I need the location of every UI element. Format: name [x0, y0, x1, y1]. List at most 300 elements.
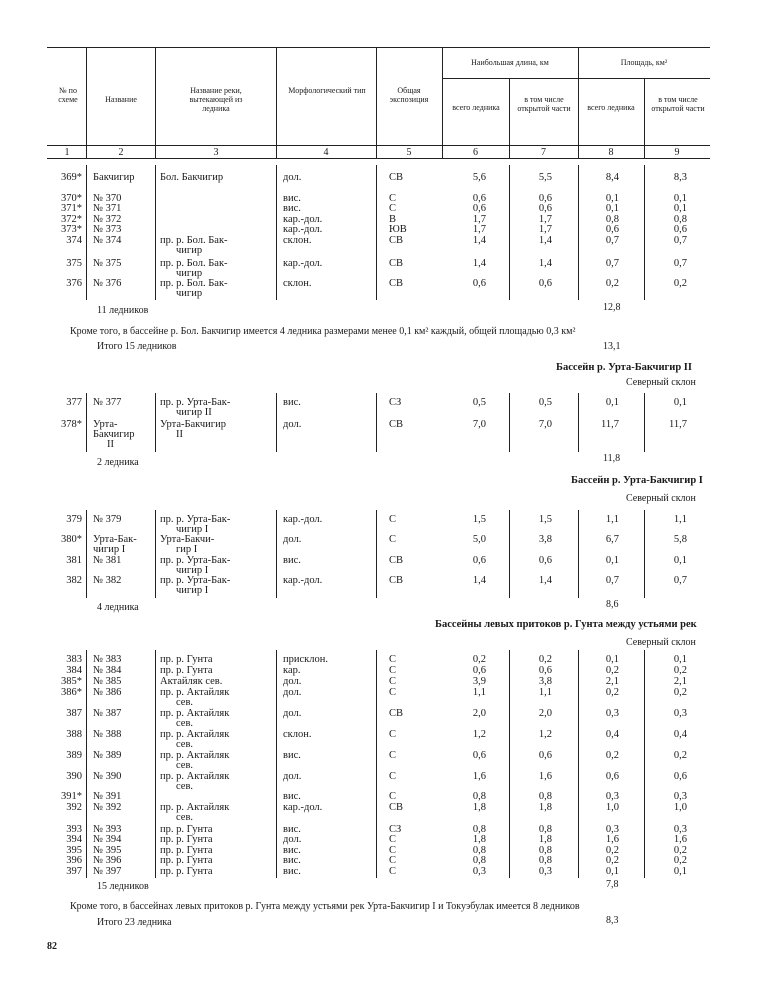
exposition: С — [389, 654, 397, 665]
glacier-name: № 392 — [93, 802, 122, 813]
glacier-name-cont: чигир I — [93, 544, 126, 555]
exposition: СВ — [389, 708, 404, 719]
area-open: 0,7 — [673, 235, 687, 246]
river-name: пр. р. Актайляк — [160, 687, 230, 698]
morph-type: дол. — [283, 419, 302, 430]
area-open: 1,1 — [673, 514, 687, 525]
glacier-name: № 375 — [93, 258, 122, 269]
section-note: Кроме того, в бассейнах левых притоков р. Гунта между устьями рек Урта-Бакчигир I и Токуэбулак имеется 8 ледников — [70, 901, 580, 912]
length-total: 0,6 — [472, 278, 486, 289]
river-name-cont: чигир — [176, 288, 203, 299]
area-total: 0,7 — [605, 575, 619, 586]
section-total-label: 11 ледников — [97, 305, 149, 316]
section-grand-label: Итого 15 ледников — [97, 341, 177, 352]
column-rule — [509, 510, 510, 598]
length-total: 0,6 — [472, 665, 486, 676]
length-total: 1,4 — [472, 235, 486, 246]
river-name: пр. р. Урта-Бак- — [160, 514, 231, 525]
morph-type: вис. — [283, 750, 301, 761]
glacier-name: № 395 — [93, 845, 122, 856]
column-number: 5 — [406, 147, 412, 158]
river-name-cont: чигир I — [176, 585, 209, 596]
length-total: 1,4 — [472, 258, 486, 269]
morph-type: кар.-дол. — [283, 514, 323, 525]
river-name-cont: чигир — [176, 268, 203, 279]
area-total: 0,4 — [605, 729, 619, 740]
column-rule — [155, 650, 156, 878]
area-open: 0,2 — [673, 665, 687, 676]
length-total: 1,6 — [472, 771, 486, 782]
row-number: 381 — [66, 555, 82, 566]
row-number: 375 — [66, 258, 82, 269]
area-open: 0,8 — [673, 214, 687, 225]
glacier-name: Урта- — [93, 419, 118, 430]
section-note: Кроме того, в бассейне р. Бол. Бакчигир имеется 4 ледника размерами менее 0,1 км² каждый, общей площадью 0,3 км² — [70, 326, 576, 337]
header-group-rule — [442, 78, 710, 79]
length-open: 1,4 — [538, 258, 552, 269]
area-open: 0,2 — [673, 845, 687, 856]
river-name-cont: чигир I — [176, 524, 209, 535]
exposition: СЗ — [389, 824, 402, 835]
morph-type: дол. — [283, 172, 302, 183]
length-total: 0,8 — [472, 845, 486, 856]
area-total: 0,2 — [605, 687, 619, 698]
area-total: 0,1 — [605, 866, 619, 877]
length-total: 2,0 — [472, 708, 486, 719]
river-name: Урта-Бакчи- — [160, 534, 215, 545]
area-total: 0,7 — [605, 235, 619, 246]
column-rule — [376, 393, 377, 452]
length-open: 0,8 — [538, 824, 552, 835]
row-number: 395 — [66, 845, 82, 856]
exposition: СВ — [389, 802, 404, 813]
column-number: 6 — [473, 147, 478, 158]
morph-type: дол. — [283, 676, 302, 687]
row-number: 371* — [61, 203, 82, 214]
glacier-name: № 379 — [93, 514, 122, 525]
row-number: 380* — [61, 534, 82, 545]
header-col-number: № по схеме — [58, 86, 78, 104]
exposition: СВ — [389, 555, 404, 566]
river-name: пр. р. Актайляк — [160, 802, 230, 813]
section-total-label: 15 ледников — [97, 881, 149, 892]
column-rule — [644, 510, 645, 598]
length-open: 7,0 — [538, 419, 552, 430]
exposition: СВ — [389, 278, 404, 289]
area-total: 0,7 — [605, 258, 619, 269]
length-total: 0,6 — [472, 555, 486, 566]
area-total: 0,1 — [605, 555, 619, 566]
column-rule — [276, 165, 277, 300]
column-rule — [86, 510, 87, 598]
river-name: пр. р. Урта-Бак- — [160, 397, 231, 408]
river-name-cont: сев. — [176, 697, 194, 708]
river-name-cont: сев. — [176, 760, 194, 771]
area-total: 11,7 — [601, 419, 619, 430]
length-open: 1,4 — [538, 575, 552, 586]
header-divider — [578, 47, 579, 158]
column-number: 1 — [64, 147, 70, 158]
river-name-cont: чигир II — [176, 407, 212, 418]
morph-type: кар.-дол. — [283, 224, 323, 235]
length-open: 2,0 — [538, 708, 552, 719]
morph-type: кар.-дол. — [283, 802, 323, 813]
morph-type: дол. — [283, 708, 302, 719]
area-total: 0,1 — [605, 654, 619, 665]
exposition: С — [389, 676, 397, 687]
glacier-name: № 394 — [93, 834, 122, 845]
length-open: 0,2 — [538, 654, 552, 665]
river-name-cont: сев. — [176, 739, 194, 750]
area-total: 0,1 — [605, 397, 619, 408]
area-total: 0,6 — [605, 771, 619, 782]
section-grand-value: 13,1 — [603, 341, 621, 352]
length-open: 0,6 — [538, 193, 552, 204]
row-number: 376 — [66, 278, 82, 289]
river-name: пр. р. Бол. Бак- — [160, 235, 228, 246]
length-open: 3,8 — [538, 534, 552, 545]
glacier-name: № 397 — [93, 866, 122, 877]
area-open: 0,7 — [673, 258, 687, 269]
exposition: СВ — [389, 575, 404, 586]
exposition: С — [389, 791, 397, 802]
length-total: 1,1 — [472, 687, 486, 698]
glacier-name: № 386 — [93, 687, 122, 698]
section-total-value: 7,8 — [606, 879, 619, 890]
morph-type: дол. — [283, 687, 302, 698]
exposition: С — [389, 203, 397, 214]
length-open: 0,8 — [538, 791, 552, 802]
exposition: С — [389, 771, 397, 782]
section-total-value: 11,8 — [603, 453, 621, 464]
exposition: СВ — [389, 258, 404, 269]
column-rule — [86, 650, 87, 878]
length-open: 1,8 — [538, 834, 552, 845]
section-title: Бассейны левых притоков р. Гунта между устьями рек — [435, 619, 697, 630]
column-rule — [644, 650, 645, 878]
length-open: 1,8 — [538, 802, 552, 813]
row-number: 390 — [66, 771, 82, 782]
river-name: пр. р. Бол. Бак- — [160, 258, 228, 269]
area-open: 8,3 — [673, 172, 687, 183]
header-col-exposition: Общая экспозиция — [389, 86, 429, 104]
column-rule — [578, 510, 579, 598]
section-slope: Северный склон — [626, 493, 696, 504]
river-name: пр. р. Актайляк — [160, 750, 230, 761]
row-number: 370* — [61, 193, 82, 204]
glacier-name: № 376 — [93, 278, 122, 289]
exposition: С — [389, 687, 397, 698]
glacier-name: № 396 — [93, 855, 122, 866]
glacier-name: № 372 — [93, 214, 122, 225]
morph-type: вис. — [283, 845, 301, 856]
glacier-name: Бакчигир — [93, 172, 135, 183]
row-number: 385* — [61, 676, 82, 687]
morph-type: вис. — [283, 193, 301, 204]
river-name: пр. р. Урта-Бак- — [160, 575, 231, 586]
length-total: 0,6 — [472, 193, 486, 204]
section-grand-label: Итого 23 ледника — [97, 917, 172, 928]
column-rule — [376, 165, 377, 300]
exposition: С — [389, 514, 397, 525]
header-group-area: Площадь, км² — [620, 58, 668, 67]
exposition: С — [389, 534, 397, 545]
length-total: 0,8 — [472, 824, 486, 835]
river-name-cont: сев. — [176, 812, 194, 823]
area-total: 0,2 — [605, 750, 619, 761]
morph-type: дол. — [283, 534, 302, 545]
section-total-value: 8,6 — [606, 599, 619, 610]
row-number: 397 — [66, 866, 82, 877]
morph-type: вис. — [283, 866, 301, 877]
area-open: 0,2 — [673, 278, 687, 289]
area-open: 0,2 — [673, 750, 687, 761]
area-total: 0,3 — [605, 824, 619, 835]
length-open: 1,6 — [538, 771, 552, 782]
section-total-label: 4 ледника — [97, 602, 139, 613]
length-total: 3,9 — [472, 676, 486, 687]
column-rule — [644, 165, 645, 300]
area-open: 0,2 — [673, 687, 687, 698]
length-open: 1,4 — [538, 235, 552, 246]
length-open: 0,8 — [538, 845, 552, 856]
glacier-name: № 370 — [93, 193, 122, 204]
header-col-area-open: в том числе открытой части — [651, 95, 705, 113]
river-name: пр. р. Гунта — [160, 845, 213, 856]
header-col-name: Название — [105, 95, 137, 104]
exposition: ЮВ — [389, 224, 407, 235]
column-number: 4 — [323, 147, 329, 158]
morph-type: вис. — [283, 555, 301, 566]
morph-type: склон. — [283, 729, 312, 740]
length-open: 1,7 — [538, 214, 552, 225]
column-number: 9 — [674, 147, 680, 158]
length-total: 7,0 — [472, 419, 486, 430]
row-number: 372* — [61, 214, 82, 225]
glacier-name: № 388 — [93, 729, 122, 740]
glacier-name: № 391 — [93, 791, 122, 802]
header-divider — [376, 47, 377, 158]
header-divider — [509, 78, 510, 158]
column-rule — [155, 165, 156, 300]
section-title: Бассейн р. Урта-Бакчигир I — [571, 475, 703, 486]
length-total: 0,5 — [472, 397, 486, 408]
river-name: пр. р. Гунта — [160, 665, 213, 676]
exposition: СВ — [389, 419, 404, 430]
morph-type: вис. — [283, 397, 301, 408]
length-total: 1,8 — [472, 802, 486, 813]
glacier-name: № 382 — [93, 575, 122, 586]
river-name: пр. р. Гунта — [160, 834, 213, 845]
row-number: 387 — [66, 708, 82, 719]
length-total: 1,7 — [472, 214, 486, 225]
section-slope: Северный склон — [626, 377, 696, 388]
header-divider — [442, 47, 443, 158]
glacier-name: № 393 — [93, 824, 122, 835]
area-open: 0,1 — [673, 203, 687, 214]
row-number: 389 — [66, 750, 82, 761]
row-number: 391* — [61, 791, 82, 802]
row-number: 379 — [66, 514, 82, 525]
column-rule — [376, 510, 377, 598]
exposition: С — [389, 729, 397, 740]
length-open: 1,2 — [538, 729, 552, 740]
header-col-river: Название реки, вытекающей из ледника — [189, 86, 243, 113]
column-rule — [644, 393, 645, 452]
exposition: СВ — [389, 172, 404, 183]
river-name: пр. р. Актайляк — [160, 708, 230, 719]
river-name: пр. р. Бол. Бак- — [160, 278, 228, 289]
area-open: 11,7 — [669, 419, 687, 430]
header-divider — [155, 47, 156, 158]
length-open: 0,3 — [538, 866, 552, 877]
column-rule — [376, 650, 377, 878]
area-open: 0,3 — [673, 824, 687, 835]
length-open: 1,5 — [538, 514, 552, 525]
river-name: пр. р. Урта-Бак- — [160, 555, 231, 566]
area-total: 0,3 — [605, 708, 619, 719]
glacier-name: № 390 — [93, 771, 122, 782]
section-total-label: 2 ледника — [97, 457, 139, 468]
exposition: С — [389, 834, 397, 845]
length-open: 0,6 — [538, 278, 552, 289]
glacier-name: № 371 — [93, 203, 122, 214]
length-open: 3,8 — [538, 676, 552, 687]
area-open: 0,6 — [673, 224, 687, 235]
column-rule — [276, 650, 277, 878]
length-total: 0,6 — [472, 203, 486, 214]
area-total: 0,8 — [605, 214, 619, 225]
length-total: 1,4 — [472, 575, 486, 586]
page-number: 82 — [47, 941, 57, 952]
glacier-name: № 387 — [93, 708, 122, 719]
area-open: 1,0 — [673, 802, 687, 813]
row-number: 393 — [66, 824, 82, 835]
area-open: 0,3 — [673, 708, 687, 719]
column-rule — [509, 165, 510, 300]
river-name-cont: гир I — [176, 544, 198, 555]
area-open: 0,2 — [673, 855, 687, 866]
area-open: 0,1 — [673, 654, 687, 665]
river-name-cont: чигир I — [176, 565, 209, 576]
area-open: 0,1 — [673, 555, 687, 566]
exposition: СЗ — [389, 397, 402, 408]
column-rule — [155, 393, 156, 452]
area-open: 5,8 — [673, 534, 687, 545]
morph-type: кар.-дол. — [283, 214, 323, 225]
morph-type: вис. — [283, 203, 301, 214]
row-number: 394 — [66, 834, 82, 845]
header-col-area-total: всего ледника — [587, 103, 635, 112]
area-total: 6,7 — [605, 534, 619, 545]
length-total: 0,2 — [472, 654, 486, 665]
column-numbers-rule — [47, 158, 710, 159]
header-group-length: Наибольшая длина, км — [471, 58, 549, 67]
river-name: пр. р. Гунта — [160, 866, 213, 877]
morph-type: вис. — [283, 791, 301, 802]
column-rule — [578, 650, 579, 878]
glacier-name: Урта-Бак- — [93, 534, 137, 545]
section-total-value: 12,8 — [603, 302, 621, 313]
column-rule — [578, 165, 579, 300]
river-name: пр. р. Актайляк — [160, 771, 230, 782]
area-total: 1,0 — [605, 802, 619, 813]
river-name: Урта-Бакчигир — [160, 419, 226, 430]
exposition: С — [389, 855, 397, 866]
morph-type: склон. — [283, 278, 312, 289]
glacier-name: № 373 — [93, 224, 122, 235]
length-total: 5,0 — [472, 534, 486, 545]
morph-type: кар.-дол. — [283, 575, 323, 586]
header-col-length-open: в том числе открытой части — [517, 95, 571, 113]
exposition: С — [389, 193, 397, 204]
morph-type: склон. — [283, 235, 312, 246]
area-total: 0,2 — [605, 665, 619, 676]
glacier-name: № 377 — [93, 397, 122, 408]
morph-type: кар. — [283, 665, 301, 676]
area-open: 0,1 — [673, 193, 687, 204]
column-rule — [509, 393, 510, 452]
river-name: пр. р. Гунта — [160, 824, 213, 835]
column-rule — [276, 510, 277, 598]
length-total: 0,6 — [472, 750, 486, 761]
length-total: 1,7 — [472, 224, 486, 235]
morph-type: присклон. — [283, 654, 328, 665]
length-total: 1,2 — [472, 729, 486, 740]
row-number: 369* — [61, 172, 82, 183]
glacier-name-cont: II — [107, 439, 114, 450]
exposition: СВ — [389, 235, 404, 246]
area-open: 0,1 — [673, 397, 687, 408]
glacier-name: № 389 — [93, 750, 122, 761]
row-number: 377 — [66, 397, 82, 408]
area-total: 0,2 — [605, 855, 619, 866]
row-number: 396 — [66, 855, 82, 866]
header-divider — [644, 78, 645, 158]
exposition: С — [389, 750, 397, 761]
morph-type: дол. — [283, 834, 302, 845]
header-col-type: Морфологический тип — [288, 86, 366, 95]
length-open: 0,6 — [538, 555, 552, 566]
area-open: 1,6 — [673, 834, 687, 845]
section-grand-value: 8,3 — [606, 915, 619, 926]
area-open: 0,3 — [673, 791, 687, 802]
column-rule — [509, 650, 510, 878]
river-name: пр. р. Гунта — [160, 855, 213, 866]
header-divider — [276, 47, 277, 158]
header-bottom-rule — [47, 145, 710, 146]
glacier-name: № 374 — [93, 235, 122, 246]
column-number: 7 — [541, 147, 546, 158]
column-number: 3 — [213, 147, 219, 158]
exposition: В — [389, 214, 397, 225]
area-total: 1,6 — [605, 834, 619, 845]
column-rule — [86, 165, 87, 300]
column-rule — [86, 393, 87, 452]
row-number: 382 — [66, 575, 82, 586]
river-name-cont: чигир — [176, 245, 203, 256]
column-number: 8 — [608, 147, 614, 158]
morph-type: вис. — [283, 855, 301, 866]
row-number: 383 — [66, 654, 82, 665]
river-name: Актайляк сев. — [160, 676, 223, 687]
area-total: 0,1 — [605, 193, 619, 204]
glacier-name: № 385 — [93, 676, 122, 687]
area-total: 0,3 — [605, 791, 619, 802]
glacier-name: № 381 — [93, 555, 122, 566]
area-total: 8,4 — [605, 172, 619, 183]
length-total: 0,8 — [472, 855, 486, 866]
